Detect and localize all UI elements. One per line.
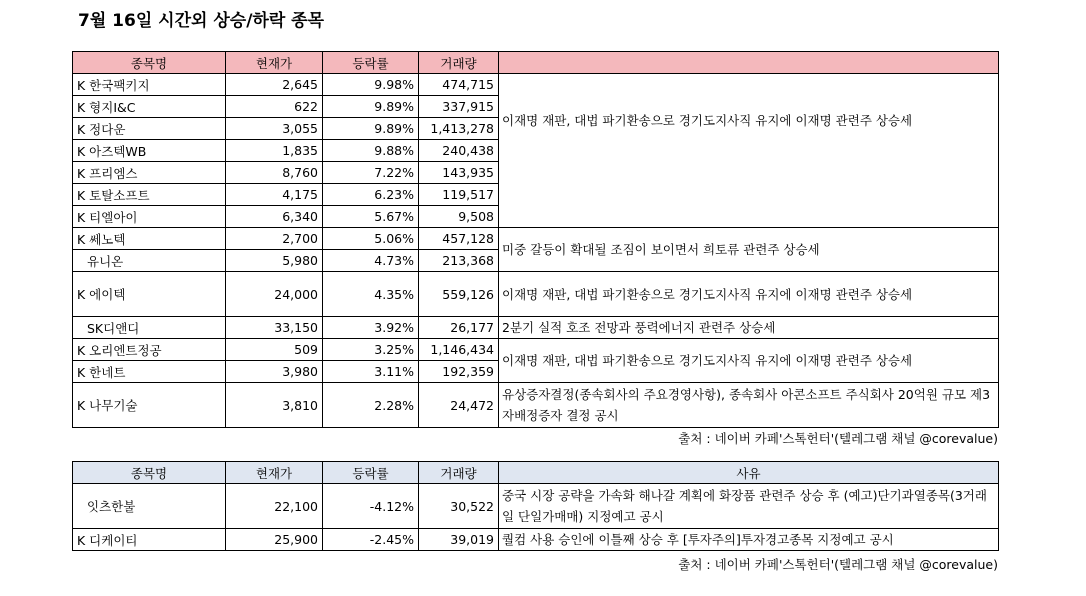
stock-change: 7.22% bbox=[323, 162, 419, 184]
table-row bbox=[73, 383, 999, 428]
stock-change: 4.73% bbox=[323, 250, 419, 272]
stock-price: 8,760 bbox=[226, 162, 323, 184]
header-reason bbox=[499, 52, 999, 74]
table-row bbox=[73, 74, 999, 96]
table-row bbox=[73, 272, 999, 317]
source-note: 출처 : 네이버 카페'스톡헌터'(텔레그램 채널 @corevalue) bbox=[678, 557, 998, 572]
reason-cell: 이재명 재판, 대법 파기환송으로 경기도지사직 유지에 이재명 관련주 상승세 bbox=[499, 272, 999, 317]
stock-price: 33,150 bbox=[226, 317, 323, 339]
stock-volume: 213,368 bbox=[419, 250, 499, 272]
stock-change: 5.06% bbox=[323, 228, 419, 250]
stock-change: 3.11% bbox=[323, 361, 419, 383]
stock-volume: 1,413,278 bbox=[419, 118, 499, 140]
stock-change: 5.67% bbox=[323, 206, 419, 228]
stock-name: K 나무기술 bbox=[73, 383, 226, 428]
stock-volume: 30,522 bbox=[419, 484, 499, 529]
stock-volume: 559,126 bbox=[419, 272, 499, 317]
stock-price: 3,980 bbox=[226, 361, 323, 383]
header-reason: 사유 bbox=[499, 462, 999, 484]
reason-cell: 유상증자결정(종속회사의 주요경영사항), 종속회사 아콘소프트 주식회사 20억원 규모 제3자배정증자 결정 공시 bbox=[499, 383, 999, 428]
stock-change: -2.45% bbox=[323, 529, 419, 551]
stock-change: 9.98% bbox=[323, 74, 419, 96]
stock-volume: 1,146,434 bbox=[419, 339, 499, 361]
stock-name: K 디케이티 bbox=[73, 529, 226, 551]
header-volume: 거래량 bbox=[419, 52, 499, 74]
stock-name: K 한네트 bbox=[73, 361, 226, 383]
stock-price: 2,645 bbox=[226, 74, 323, 96]
header-change: 등락률 bbox=[323, 462, 419, 484]
stock-name: K 티엘아이 bbox=[73, 206, 226, 228]
stock-volume: 39,019 bbox=[419, 529, 499, 551]
stock-volume: 240,438 bbox=[419, 140, 499, 162]
stock-name: K 프리엠스 bbox=[73, 162, 226, 184]
stock-volume: 474,715 bbox=[419, 74, 499, 96]
stock-change: 3.25% bbox=[323, 339, 419, 361]
reason-cell: 중국 시장 공략을 가속화 해나갈 계획에 화장품 관련주 상승 후 (예고)단기과열종목(3거래일 단일가매매) 지정예고 공시 bbox=[499, 484, 999, 529]
stock-name: 유니온 bbox=[73, 250, 226, 272]
reason-cell: 퀄컴 사용 승인에 이틀째 상승 후 [투자주의]투자경고종목 지정예고 공시 bbox=[499, 529, 999, 551]
stock-name: K 쎄노텍 bbox=[73, 228, 226, 250]
stock-name: SK디앤디 bbox=[73, 317, 226, 339]
stock-price: 5,980 bbox=[226, 250, 323, 272]
table-row bbox=[73, 339, 999, 361]
stock-name: K 한국팩키지 bbox=[73, 74, 226, 96]
stock-change: 9.88% bbox=[323, 140, 419, 162]
header-name: 종목명 bbox=[73, 52, 226, 74]
reason-cell: 이재명 재판, 대법 파기환송으로 경기도지사직 유지에 이재명 관련주 상승세 bbox=[499, 339, 999, 383]
stock-volume: 119,517 bbox=[419, 184, 499, 206]
stock-volume: 457,128 bbox=[419, 228, 499, 250]
table-row bbox=[73, 484, 999, 529]
header-price: 현재가 bbox=[226, 462, 323, 484]
reason-cell: 미중 갈등이 확대될 조짐이 보이면서 희토류 관련주 상승세 bbox=[499, 228, 999, 272]
table-header-row bbox=[73, 462, 999, 484]
header-price: 현재가 bbox=[226, 52, 323, 74]
stock-change: 9.89% bbox=[323, 118, 419, 140]
rising-stocks-table bbox=[72, 51, 999, 428]
table-row bbox=[73, 317, 999, 339]
stock-name: 잇츠한불 bbox=[73, 484, 226, 529]
stock-price: 25,900 bbox=[226, 529, 323, 551]
header-volume: 거래량 bbox=[419, 462, 499, 484]
stock-volume: 337,915 bbox=[419, 96, 499, 118]
reason-cell: 이재명 재판, 대법 파기환송으로 경기도지사직 유지에 이재명 관련주 상승세 bbox=[499, 74, 999, 228]
stock-price: 24,000 bbox=[226, 272, 323, 317]
stock-change: 6.23% bbox=[323, 184, 419, 206]
header-change: 등락률 bbox=[323, 52, 419, 74]
stock-price: 2,700 bbox=[226, 228, 323, 250]
source-note: 출처 : 네이버 카페'스톡헌터'(텔레그램 채널 @corevalue) bbox=[678, 431, 998, 446]
stock-change: 9.89% bbox=[323, 96, 419, 118]
stock-volume: 24,472 bbox=[419, 383, 499, 428]
table-row bbox=[73, 529, 999, 551]
stock-name: K 정다운 bbox=[73, 118, 226, 140]
stock-name: K 토탈소프트 bbox=[73, 184, 226, 206]
stock-price: 6,340 bbox=[226, 206, 323, 228]
table-header-row bbox=[73, 52, 999, 74]
header-name: 종목명 bbox=[73, 462, 226, 484]
stock-name: K 아즈텍WB bbox=[73, 140, 226, 162]
stock-price: 1,835 bbox=[226, 140, 323, 162]
stock-price: 22,100 bbox=[226, 484, 323, 529]
page-title: 7월 16일 시간외 상승/하락 종목 bbox=[78, 11, 325, 31]
stock-change: 2.28% bbox=[323, 383, 419, 428]
stock-name: K 형지I&C bbox=[73, 96, 226, 118]
stock-price: 509 bbox=[226, 339, 323, 361]
stock-volume: 192,359 bbox=[419, 361, 499, 383]
stock-price: 3,810 bbox=[226, 383, 323, 428]
stock-price: 622 bbox=[226, 96, 323, 118]
stock-price: 3,055 bbox=[226, 118, 323, 140]
stock-name: K 에이텍 bbox=[73, 272, 226, 317]
table-row bbox=[73, 228, 999, 250]
stock-change: 3.92% bbox=[323, 317, 419, 339]
reason-cell: 2분기 실적 호조 전망과 풍력에너지 관련주 상승세 bbox=[499, 317, 999, 339]
stock-name: K 오리엔트정공 bbox=[73, 339, 226, 361]
stock-volume: 143,935 bbox=[419, 162, 499, 184]
stock-volume: 26,177 bbox=[419, 317, 499, 339]
stock-change: 4.35% bbox=[323, 272, 419, 317]
stock-change: -4.12% bbox=[323, 484, 419, 529]
falling-stocks-table bbox=[72, 461, 999, 551]
stock-price: 4,175 bbox=[226, 184, 323, 206]
stock-volume: 9,508 bbox=[419, 206, 499, 228]
